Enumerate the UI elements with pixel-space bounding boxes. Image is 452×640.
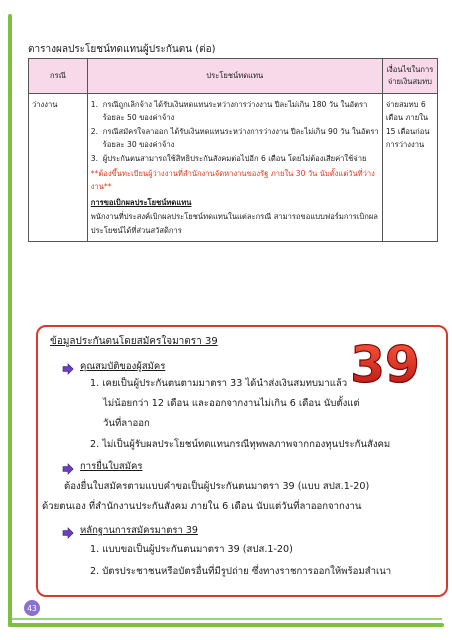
badge-number: 39 bbox=[350, 336, 420, 388]
benefit-cell bbox=[87, 94, 382, 242]
arrow-right-icon bbox=[62, 527, 74, 539]
qualification-item-1-line-3: วันที่ลาออก bbox=[103, 418, 150, 429]
evidence-item-1: 1. แบบขอเป็นผู้ประกันตนมาตรา 39 (สปส.1-20) bbox=[90, 544, 293, 555]
table-caption: ตารางผลประโยชน์ทดแทนผู้ประกันตน (ต่อ) bbox=[28, 44, 216, 55]
evidence-item-2: 2. บัตรประชาชนหรือบัตรอื่นที่มีรูปถ่าย ซึ่งทางราชการออกให้พร้อมสำเนา bbox=[90, 566, 392, 577]
qualification-item-2: 2. ไม่เป็นผู้รับผลประโยชน์ทดแทนกรณีทุพพลภาพจากกองทุนประกันสังคม bbox=[90, 439, 391, 450]
section-39-badge bbox=[335, 336, 435, 388]
condition-cell: จ่ายสมทบ 6 เดือน ภายใน 15 เดือนก่อนการว่างงาน bbox=[382, 94, 437, 242]
application-line-1: ต้องยื่นใบสมัครตามแบบคำขอเป็นผู้ประกันตนมาตรา 39 (แบบ สปส.1-20) bbox=[64, 481, 370, 492]
evidence-heading: หลักฐานการสมัครมาตรา 39 bbox=[80, 525, 198, 536]
header-condition: เงื่อนไขในการจ่ายเงินสมทบ bbox=[382, 59, 437, 94]
table-header-row bbox=[29, 59, 438, 94]
benefit-item-number: 1. bbox=[90, 100, 99, 109]
registration-notice: **ต้องขึ้นทะเบียนผู้ว่างงานที่สำนักงานจัดหางานของรัฐ ภายใน 30 วัน นับตั้งแต่วันที่ว่างงาน** bbox=[90, 169, 375, 192]
table-row bbox=[29, 94, 438, 242]
claim-text: พนักงานที่ประสงค์เบิกผลประโยชน์ทดแทนในแต่ละกรณี สามารถขอแบบฟอร์มการเบิกผลประโยชน์ได้ที่ส่วนสวัสดิการ bbox=[90, 212, 378, 235]
header-benefit: ประโยชน์ทดแทน bbox=[87, 59, 382, 94]
benefits-table bbox=[28, 58, 438, 242]
benefit-item-text: กรณีสมัครใจลาออก ได้รับเงินทดแทนระหว่างการว่างงาน ปีละไม่เกิน 90 วัน ในอัตราร้อยละ 30 ของค่าจ้าง bbox=[102, 126, 379, 150]
qualification-item-1-line-1: 1. เคยเป็นผู้ประกันตนตามมาตรา 33 ได้นำส่งเงินสมทบมาแล้ว bbox=[90, 378, 348, 389]
application-line-2: ด้วยตนเอง ที่สำนักงานประกันสังคม ภายใน 6 เดือน นับแต่วันที่ลาออกจากงาน bbox=[42, 501, 362, 512]
benefit-item-text: ผู้ประกันตนสามารถใช้สิทธิประกันสังคมต่อไปอีก 6 เดือน โดยไม่ต้องเสียค่าใช้จ่าย bbox=[102, 153, 367, 163]
claim-heading: การขอเบิกผลประโยชน์ทดแทน bbox=[90, 197, 192, 207]
arrow-right-icon bbox=[62, 363, 74, 375]
benefit-item-number: 3. bbox=[90, 153, 99, 163]
page-number: 43 bbox=[24, 600, 40, 616]
qualifications-bullet bbox=[62, 360, 74, 372]
application-bullet bbox=[62, 460, 74, 472]
arrow-right-icon bbox=[62, 463, 74, 475]
header-case: กรณี bbox=[29, 59, 88, 94]
benefit-item bbox=[91, 98, 379, 125]
panel-title: ข้อมูลประกันตนโดยสมัครใจมาตรา 39 bbox=[50, 336, 218, 347]
green-frame-left bbox=[8, 14, 12, 627]
evidence-bullet bbox=[62, 524, 74, 536]
benefit-item bbox=[91, 152, 379, 165]
benefit-item-number: 2. bbox=[90, 126, 99, 136]
case-cell: ว่างงาน bbox=[29, 94, 88, 242]
green-frame-bottom bbox=[8, 623, 444, 627]
qualification-item-1-line-2: ไม่น้อยกว่า 12 เดือน และออกจากงานไม่เกิน 6 เดือน นับตั้งแต่ bbox=[103, 398, 360, 409]
benefit-item bbox=[91, 125, 379, 152]
green-frame-inner-line bbox=[12, 618, 442, 620]
benefit-item-text: กรณีถูกเลิกจ้าง ได้รับเงินทดแทนระหว่างการว่างงาน ปีละไม่เกิน 180 วัน ในอัตราร้อยละ 50 ของค่าจ้าง bbox=[102, 100, 368, 123]
application-heading: การยื่นใบสมัคร bbox=[80, 461, 143, 472]
qualifications-heading: คุณสมบัติของผู้สมัคร bbox=[80, 361, 166, 372]
